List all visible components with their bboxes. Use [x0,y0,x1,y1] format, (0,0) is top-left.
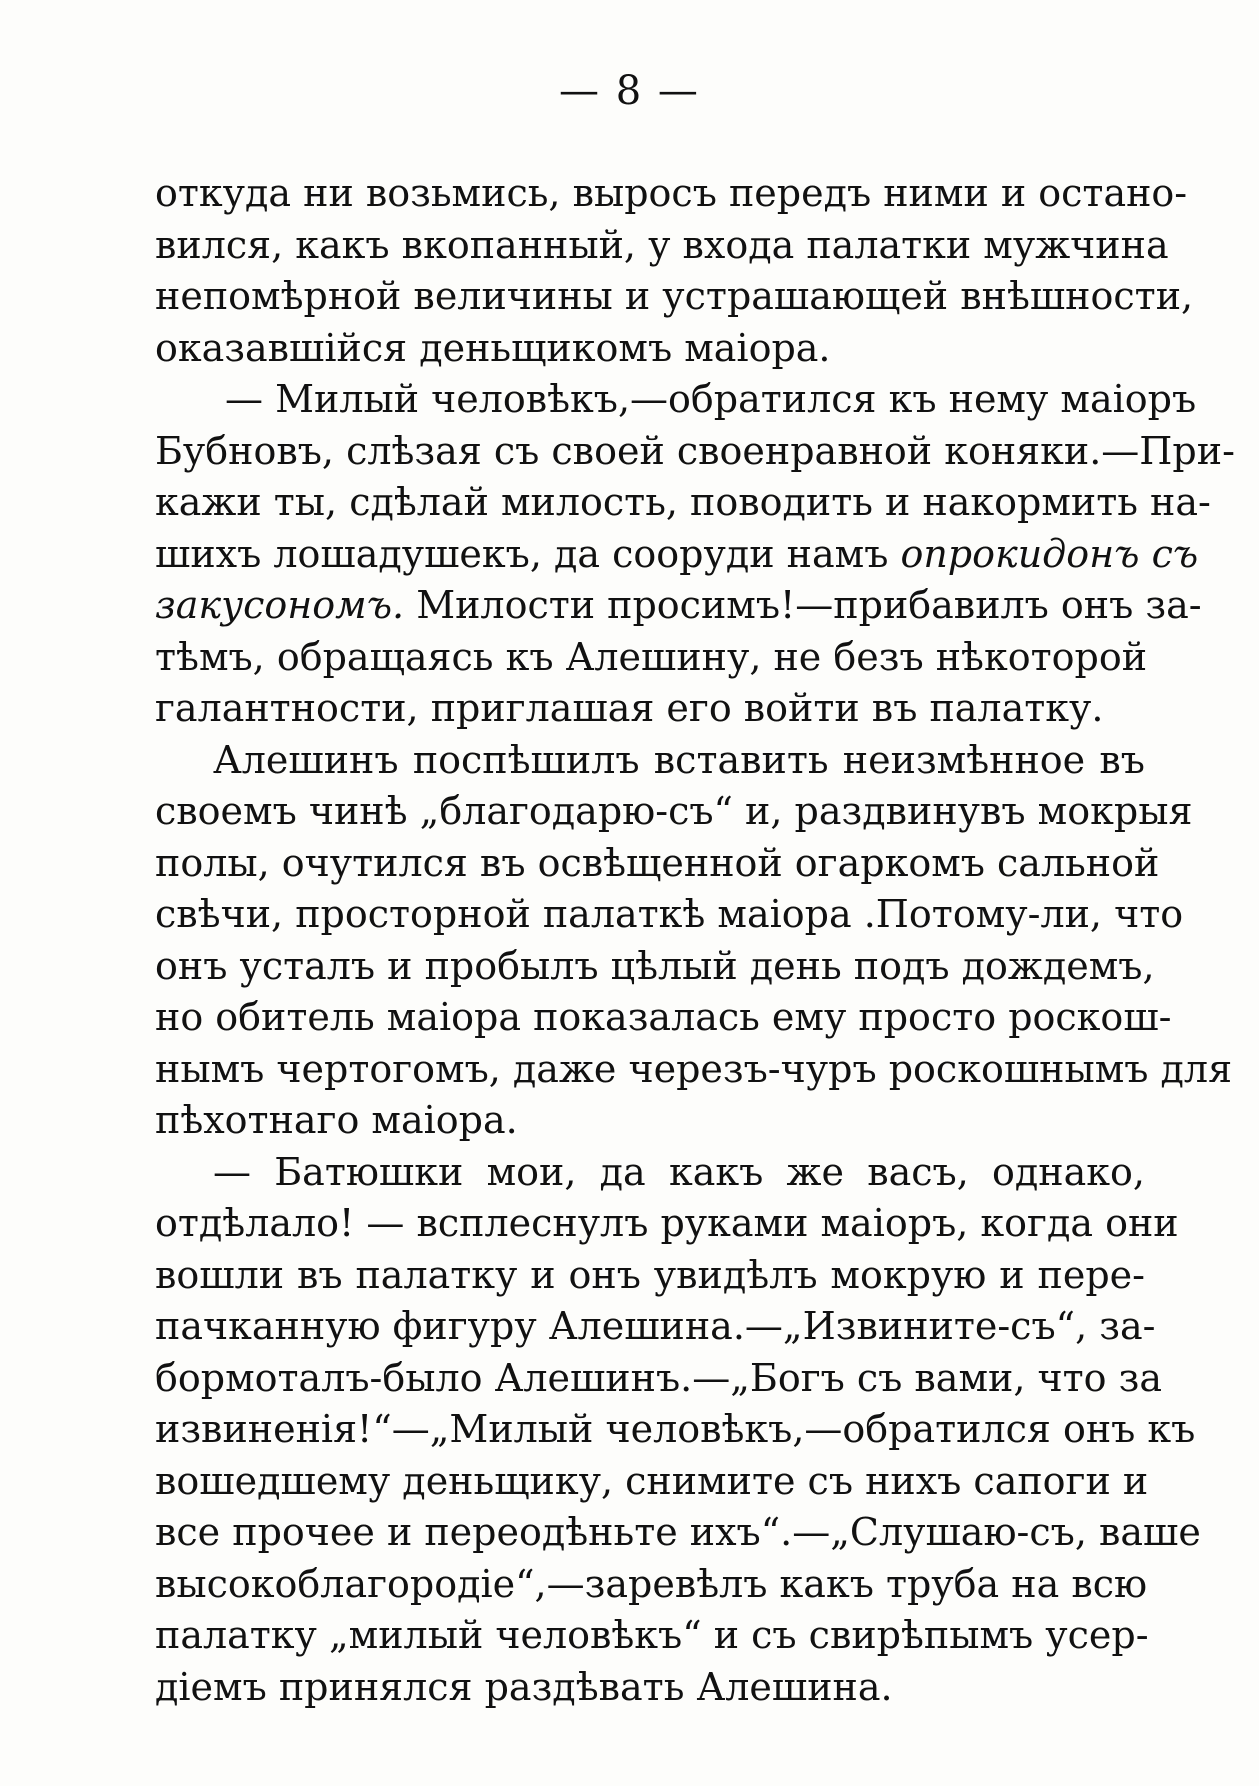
text-line: пѣхотнаго маіора. [155,1098,518,1142]
text-line: пачканную фигуру Алешина.—„Извините-съ“, за- [155,1304,1156,1348]
text-line: вошедшему деньщику, снимите съ нихъ сапоги и [155,1458,1149,1503]
italic-span: закусономъ. [155,583,405,627]
page-number: — 8 — [559,68,700,114]
text-line: оказавшійся деньщикомъ маіора. [155,325,831,370]
text-line: галантности, приглашая его войти въ палатку. [155,686,1104,730]
text-line: отдѣлало! — всплеснулъ руками маіоръ, когда они [155,1201,1179,1245]
text-line: все прочее и переодѣньте ихъ“.—„Слушаю-съ, ваше [155,1510,1201,1554]
text-line: палатку „милый человѣкъ“ и съ свирѣпымъ усер- [155,1613,1149,1657]
text-line: бормоталъ-было Алешинъ.—„Богъ съ вами, что за [155,1355,1162,1400]
text-line: кажи ты, сдѣлай милость, поводить и накормить на- [155,480,1211,524]
text-line: — Батюшки мои, да какъ же васъ, однако, [213,1149,1145,1194]
text-line: тѣмъ, обращаясь къ Алешину, не безъ нѣкоторой [155,634,1148,679]
text-line: вошли въ палатку и онъ увидѣлъ мокрую и пере- [155,1252,1145,1297]
text-line: высокоблагородіе“,—заревѣлъ какъ труба на всю [155,1561,1148,1606]
text-line: полы, очутился въ освѣщенной огаркомъ сальной [155,840,1160,885]
text-line: — Милый человѣкъ,—обратился къ нему маіоръ [225,377,1197,421]
text-line: онъ усталъ и пробылъ цѣлый день подъ дождемъ, [155,943,1155,988]
body-text [155,168,1235,1713]
text-line: своемъ чинѣ „благодарю-съ“ и, раздвинувъ мокрыя [155,789,1193,833]
text-line: діемъ принялся раздѣвать Алешина. [155,1664,893,1709]
text-line: извиненія!“—„Милый человѣкъ,—обратился онъ къ [155,1407,1196,1451]
text-line [155,529,1199,581]
text-line: откуда ни возьмись, выросъ передъ ними и остано- [155,171,1188,215]
text-span: шихъ лошадушекъ, да сооруди намъ [155,531,901,576]
text-line: но обитель маіора показалась ему просто роскош- [155,995,1172,1039]
text-line: вился, какъ вкопанный, у входа палатки мужчина [155,222,1169,267]
text-line: Алешинъ поспѣшилъ вставить неизмѣнное въ [213,737,1145,782]
text-line: нымъ чертогомъ, даже черезъ-чуръ роскошнымъ для [155,1046,1233,1091]
text-line: Бубновъ, слѣзая съ своей своенравной коняки.—При- [155,428,1235,473]
text-span: Милости просимъ!—прибавилъ онъ за- [404,583,1202,627]
text-line [155,580,1202,632]
italic-span: опрокидонъ съ [900,531,1199,576]
text-line: свѣчи, просторной палаткѣ маіора .Потому-ли, что [155,892,1184,936]
text-line: непомѣрной величины и устрашающей внѣшности, [155,274,1194,318]
